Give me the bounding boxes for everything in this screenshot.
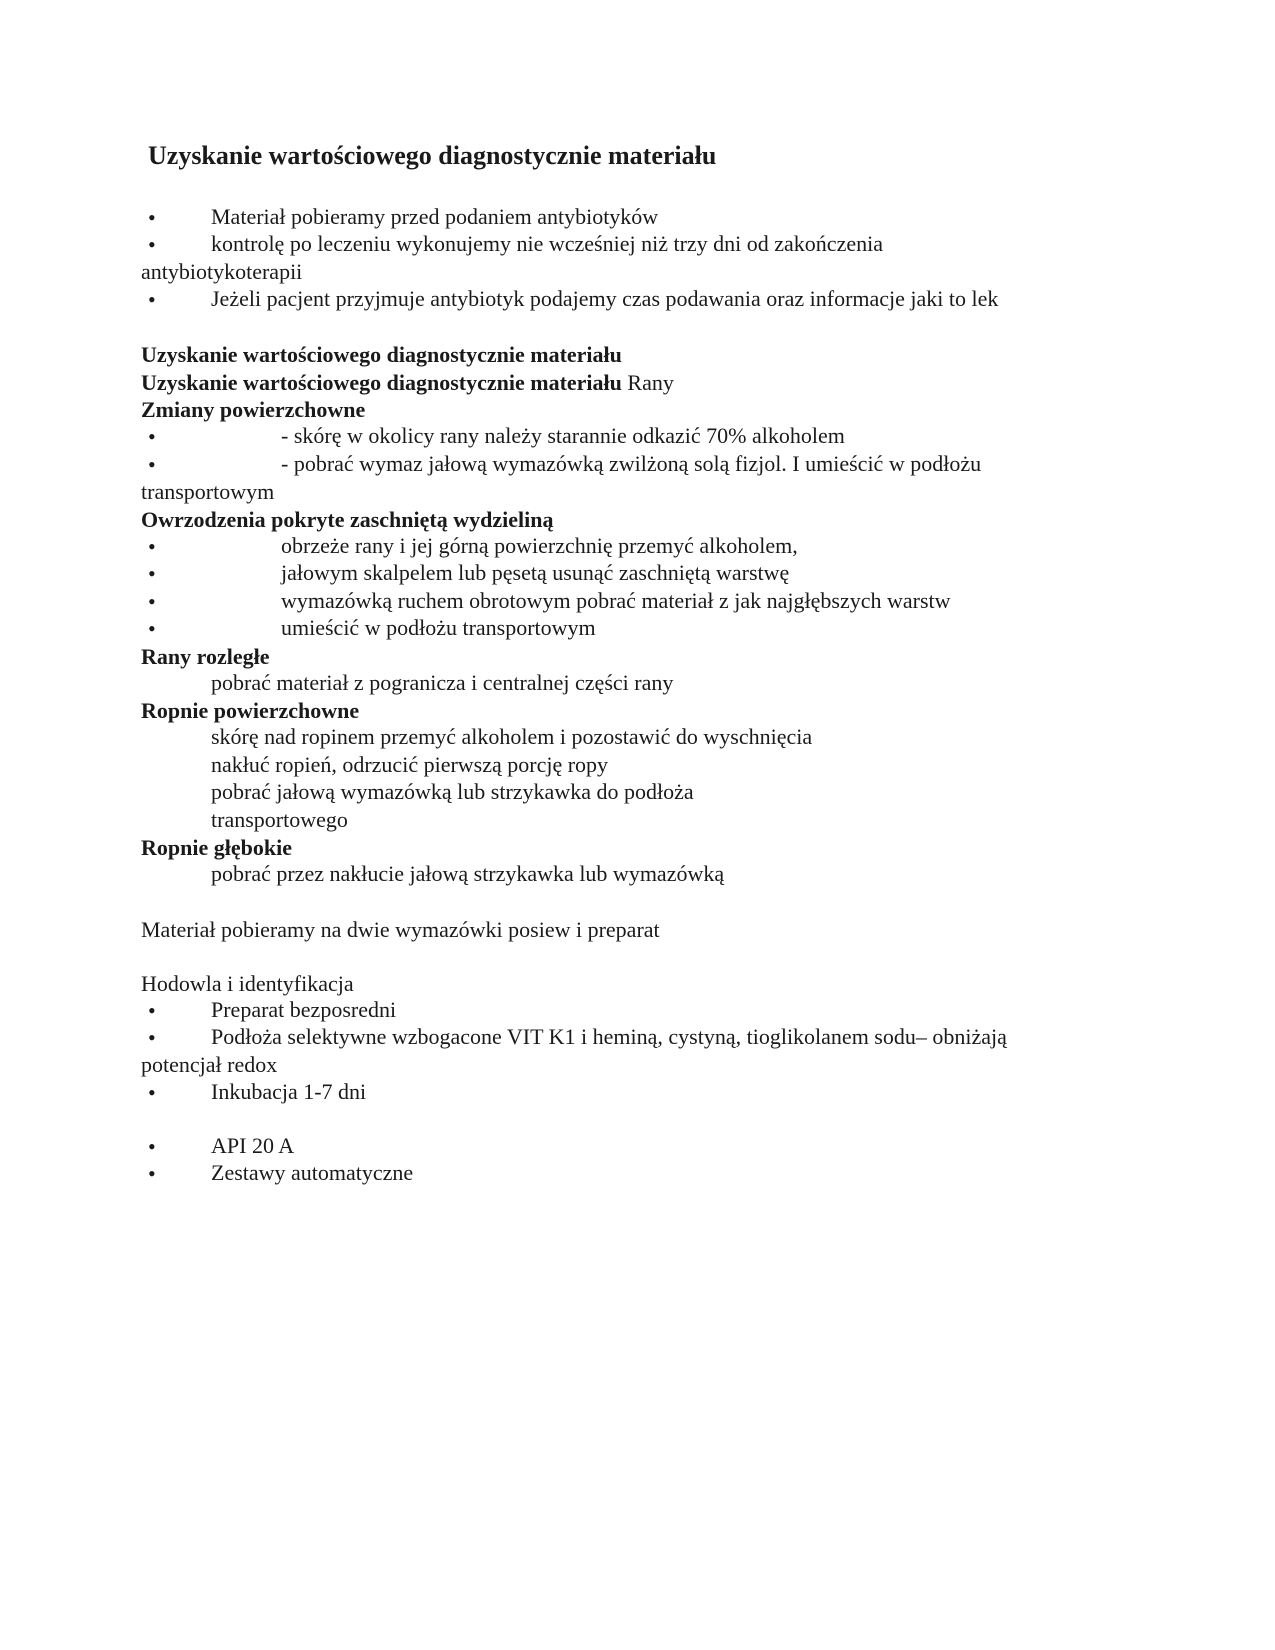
paragraph-line: transportowego <box>211 807 348 832</box>
list-item: - pobrać wymaz jałową wymazówką zwilżoną solą fizjol. I umieścić w podłożu <box>281 451 982 476</box>
section-heading: Uzyskanie wartościowego diagnostycznie materiału <box>141 342 622 367</box>
list-item: Zestawy automatyczne <box>211 1160 414 1185</box>
list-item-continuation: potencjał redox <box>141 1052 278 1077</box>
heading-suffix: Rany <box>621 370 674 395</box>
subheading-hodowla: Hodowla i identyfikacja <box>141 971 354 996</box>
bullet-icon: • <box>148 589 156 614</box>
bullet-icon: • <box>148 1025 156 1050</box>
list-item-continuation: antybiotykoterapii <box>141 259 303 284</box>
list-item: - skórę w okolicy rany należy starannie odkazić 70% alkoholem <box>281 423 845 448</box>
paragraph-line: skórę nad ropinem przemyć alkoholem i pozostawić do wyschnięcia <box>211 724 813 749</box>
paragraph: pobrać przez nakłucie jałową strzykawka lub wymazówką <box>211 861 725 886</box>
list-item: obrzeże rany i jej górną powierzchnię przemyć alkoholem, <box>281 533 798 558</box>
heading-bold-part: Uzyskanie wartościowego diagnostycznie materiału <box>141 370 622 395</box>
bullet-icon: • <box>148 452 156 477</box>
bullet-icon: • <box>148 205 156 230</box>
paragraph-line: nakłuć ropień, odrzucić pierwszą porcję ropy <box>211 752 609 777</box>
subheading-ropnie-glebokie: Ropnie głębokie <box>141 835 292 860</box>
page-title: Uzyskanie wartościowego diagnostycznie materiału <box>148 141 717 170</box>
list-item: Preparat bezposredni <box>211 997 397 1022</box>
list-item: Jeżeli pacjent przyjmuje antybiotyk podajemy czas podawania oraz informacje jaki to lek <box>211 286 999 311</box>
subheading-rany-rozlegle: Rany rozległe <box>141 644 270 669</box>
material-note: Materiał pobieramy na dwie wymazówki posiew i preparat <box>141 917 660 942</box>
list-item-continuation: transportowym <box>141 479 275 504</box>
bullet-icon: • <box>148 561 156 586</box>
list-item: Inkubacja 1-7 dni <box>211 1079 367 1104</box>
subheading-ropnie-powierzchowne: Ropnie powierzchowne <box>141 698 360 723</box>
bullet-icon: • <box>148 1080 156 1105</box>
bullet-icon: • <box>148 998 156 1023</box>
subheading-zmiany: Zmiany powierzchowne <box>141 397 366 422</box>
bullet-icon: • <box>148 1134 156 1159</box>
bullet-icon: • <box>148 534 156 559</box>
bullet-icon: • <box>148 287 156 312</box>
list-item: Podłoża selektywne wzbogacone VIT K1 i heminą, cystyną, tioglikolanem sodu– obniżają <box>211 1024 1007 1049</box>
list-item: API 20 A <box>211 1133 295 1158</box>
list-item: Materiał pobieramy przed podaniem antybiotyków <box>211 204 659 229</box>
paragraph-line: pobrać jałową wymazówką lub strzykawka do podłoża <box>211 779 694 804</box>
list-item: jałowym skalpelem lub pęsetą usunąć zaschniętą warstwę <box>281 560 790 585</box>
paragraph: pobrać materiał z pogranicza i centralnej części rany <box>211 670 674 695</box>
list-item: umieścić w podłożu transportowym <box>281 615 596 640</box>
bullet-icon: • <box>148 616 156 641</box>
list-item: kontrolę po leczeniu wykonujemy nie wcześniej niż trzy dni od zakończenia <box>211 231 883 256</box>
bullet-icon: • <box>148 424 156 449</box>
bullet-icon: • <box>148 232 156 257</box>
bullet-icon: • <box>148 1161 156 1186</box>
subheading-owrzodzenia: Owrzodzenia pokryte zaschniętą wydzieliną <box>141 507 554 532</box>
list-item: wymazówką ruchem obrotowym pobrać materiał z jak najgłębszych warstw <box>281 588 951 613</box>
section-heading-rany <box>141 369 674 397</box>
